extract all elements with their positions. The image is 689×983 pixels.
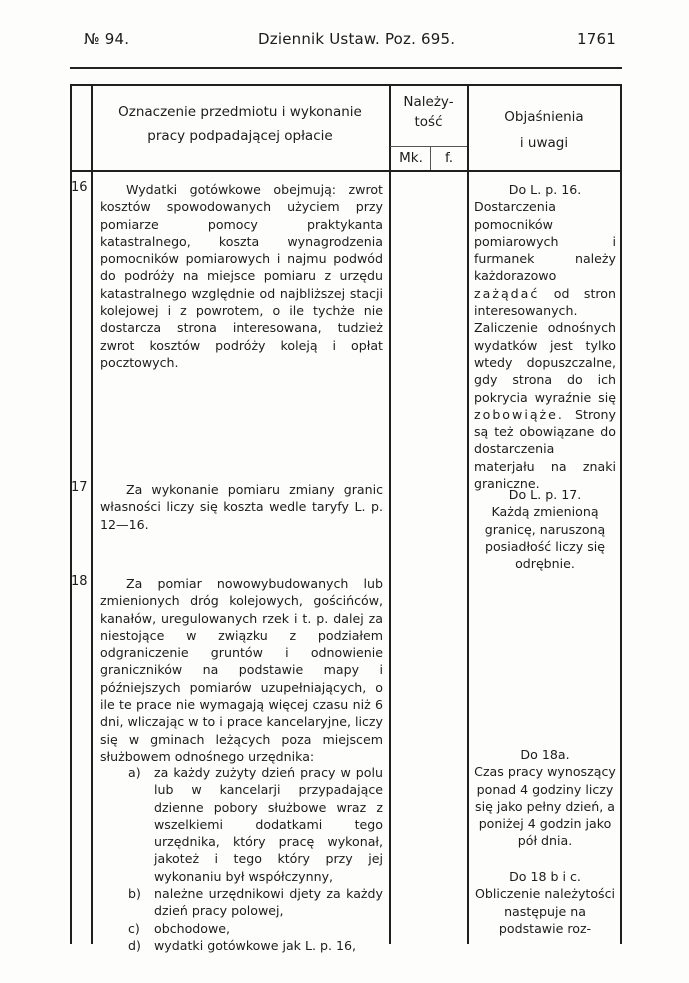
row-number: 17 (71, 480, 88, 495)
row-items (100, 764, 383, 954)
row-text: Za pomiar nowowybudowanych lub zmienionych dróg kolejowych, gościńców, kanałów, uregulowanych rzek i t. p. dalej za niestojące w związku z podziałem odgraniczenie gruntów i odnowienie graniczników na podstawie mapy i późniejszych pomiarów uzupełniających, o ile te prace nie wymagają więcej czasu niż 6 dni, wliczając w to i prace kancelaryjne, liczy się w gminach leżących poza miejscem służbowem odnośnego urzędnika: (100, 576, 383, 764)
page-title: Dziennik Ustaw. Poz. 695. (258, 30, 456, 48)
header-rule (70, 67, 622, 69)
row-text: Wydatki gotówkowe obejmują: zwrot kosztów spowodowanych użyciem przy pomiarze pomocy praktykanta katastralnego, koszta wynagrodzenia pomocników pomiarowych i najmu podwód do podróży na miejsce pomiaru z urzędu katastralnego względnie od najbliższej stacji kolejowej i z powrotem, o ile tychże nie dostarcza strona interesowana, tudzież zwrot kosztów podróży koleją i opłat pocztowych. (100, 182, 383, 370)
page-number: 1761 (577, 30, 616, 48)
row-number: 16 (71, 180, 88, 195)
list-item: c) obchodowe, (128, 920, 231, 936)
row-text: Za wykonanie pomiaru zmiany granic własności liczy się koszta wedle taryfy L. p. 12—16. (100, 482, 383, 532)
row-number: 18 (71, 574, 88, 589)
column-header-description: Oznaczenie przedmiotu i wykonanie pracy podpadającej opłacie (118, 104, 362, 144)
list-item: d) wydatki gotówkowe jak L. p. 16, (128, 937, 357, 953)
column-header-mk: Mk. (399, 150, 423, 166)
row-note: Do L. p. 17. Każdą zmienioną granicę, naruszoną posiadłość liczy się odrębnie. (484, 487, 606, 572)
row-note: Do L. p. 16. Dostarczenia pomocników pomiarowych i furmanek należy każdorazowo zażądać od stron interesowanych. Zaliczenie odnośnych wydatków jest tylko wtedy dopuszczalne, gdy strona do ich pokrycia wyraźnie się zobowiąże. Strony są też obowiązane do dostarczenia materjału na znaki graniczne. (474, 182, 616, 492)
row-note-2: Do 18 b i c. Obliczenie należytości następuje na podstawie roz- (474, 869, 616, 936)
column-header-notes: Objaśnienia i uwagi (504, 109, 584, 151)
issue-number: № 94. (84, 30, 130, 48)
row-note: Do 18a. Czas pracy wynoszący ponad 4 godziny liczy się jako pełny dzień, a poniżej 4 godzin jako pół dnia. (474, 747, 616, 849)
column-header-f: f. (444, 150, 454, 166)
list-item: a) za każdy zużyty dzień pracy w polu lub w kancelarji przypadające dzienne pobory służbowe wraz z wszelkiemi dodatkami tego urzędnika, który pracę wykonał, jakoteż i tego który przy jej wykonaniu był współczynny, (128, 765, 383, 884)
column-header-due: Należy- tość (403, 94, 454, 130)
list-item: b) należne urzędnikowi djety za każdy dzień pracy polowej, (128, 886, 383, 919)
